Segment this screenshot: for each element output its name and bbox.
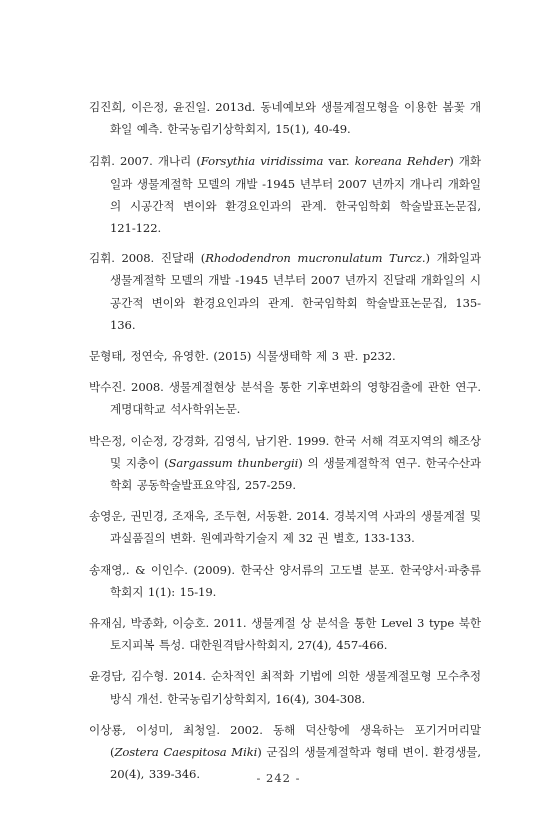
- reference-text: 김휘. 2007. 개나리 (: [89, 154, 201, 169]
- reference-text: 유재심, 박종화, 이승호. 2011. 생물계절 상 분석을 통한 Level 3 type 북한 토지피복 특성. 대한원격탐사학회지, 27(4), 457-466.: [89, 616, 481, 653]
- reference-entry: [89, 559, 481, 603]
- reference-text: 김휘. 2008. 진달래 (: [89, 251, 206, 266]
- species-name: Zostera Caespitosa Miki: [114, 745, 258, 760]
- reference-text: 박수진. 2008. 생물계절현상 분석을 통한 기후변화의 영향검출에 관한 연구. 계명대학교 석사학위논문.: [89, 380, 481, 417]
- species-name: Sargassum thunbergii: [168, 455, 299, 470]
- reference-entry: [89, 376, 481, 420]
- reference-entry: [89, 612, 481, 656]
- reference-text: 문형태, 정연숙, 유영한. (2015) 식물생태학 제 3 판. p232.: [89, 349, 396, 364]
- reference-text: 박은정, 이순정, 강경화, 김영식, 남기완. 1999. 한국 서해 격포지역의 해조상 및 지충이 (: [89, 433, 481, 470]
- species-name: Rhododendron mucronulatum Turcz.: [205, 251, 426, 266]
- reference-entry: [89, 96, 481, 140]
- reference-entry: [89, 247, 481, 336]
- reference-list: [89, 96, 481, 795]
- page-number: - 242 -: [256, 771, 301, 785]
- reference-text: 윤경담, 김수형. 2014. 순차적인 최적화 기법에 의한 생물계절모형 모수추정 방식 개선. 한국농림기상학회지, 16(4), 304-308.: [89, 669, 481, 706]
- reference-text: 이상룡, 이성미, 최청일. 2002. 동해 덕산항에 생육하는 포기거머리말 (: [89, 722, 481, 760]
- species-name: Forsythia viridissima: [200, 154, 324, 169]
- reference-text: ) 군집의 생물계절학과 형태 변이. 환경생물, 20(4), 339-346.: [110, 745, 481, 782]
- reference-text: var.: [323, 154, 355, 169]
- reference-entry: [89, 505, 481, 549]
- reference-entry: [89, 345, 481, 367]
- reference-entry: [89, 665, 481, 709]
- reference-text: ) 의 생물계절학적 연구. 한국수산과학회 공동학술발표요약집, 257-259.: [110, 455, 481, 493]
- reference-entry: [89, 150, 481, 239]
- reference-text: 송영운, 권민경, 조재욱, 조두현, 서동환. 2014. 경북지역 사과의 생물계절 및 과실품질의 변화. 원예과학기술지 제 32 권 별호, 133-133.: [89, 509, 481, 546]
- species-name: koreana Rehder: [354, 154, 450, 169]
- reference-text: 김진희, 이은정, 윤진일. 2013d. 동네예보와 생물계절모형을 이용한 봄꽃 개화일 예측. 한국농림기상학회지, 15(1), 40-49.: [89, 100, 481, 137]
- reference-text: ) 개화일과 생물계절학 모델의 개발 -1945 년부터 2007 년까지 진달래 개화일의 시공간적 변이와 환경요인과의 관계. 한국임학회 학술발표논문집, 135-136.: [110, 251, 481, 332]
- reference-text: ) 개화일과 생물계절학 모델의 개발 -1945 년부터 2007 년까지 개나리 개화일의 시공간적 변이와 환경요인과의 관계. 한국임학회 학술발표논문집, 121-122.: [110, 154, 481, 236]
- reference-text: 송재영,. & 이인수. (2009). 한국산 양서류의 고도별 분포. 한국양서·파충류학회지 1(1): 15-19.: [89, 562, 481, 599]
- reference-entry: [89, 430, 481, 497]
